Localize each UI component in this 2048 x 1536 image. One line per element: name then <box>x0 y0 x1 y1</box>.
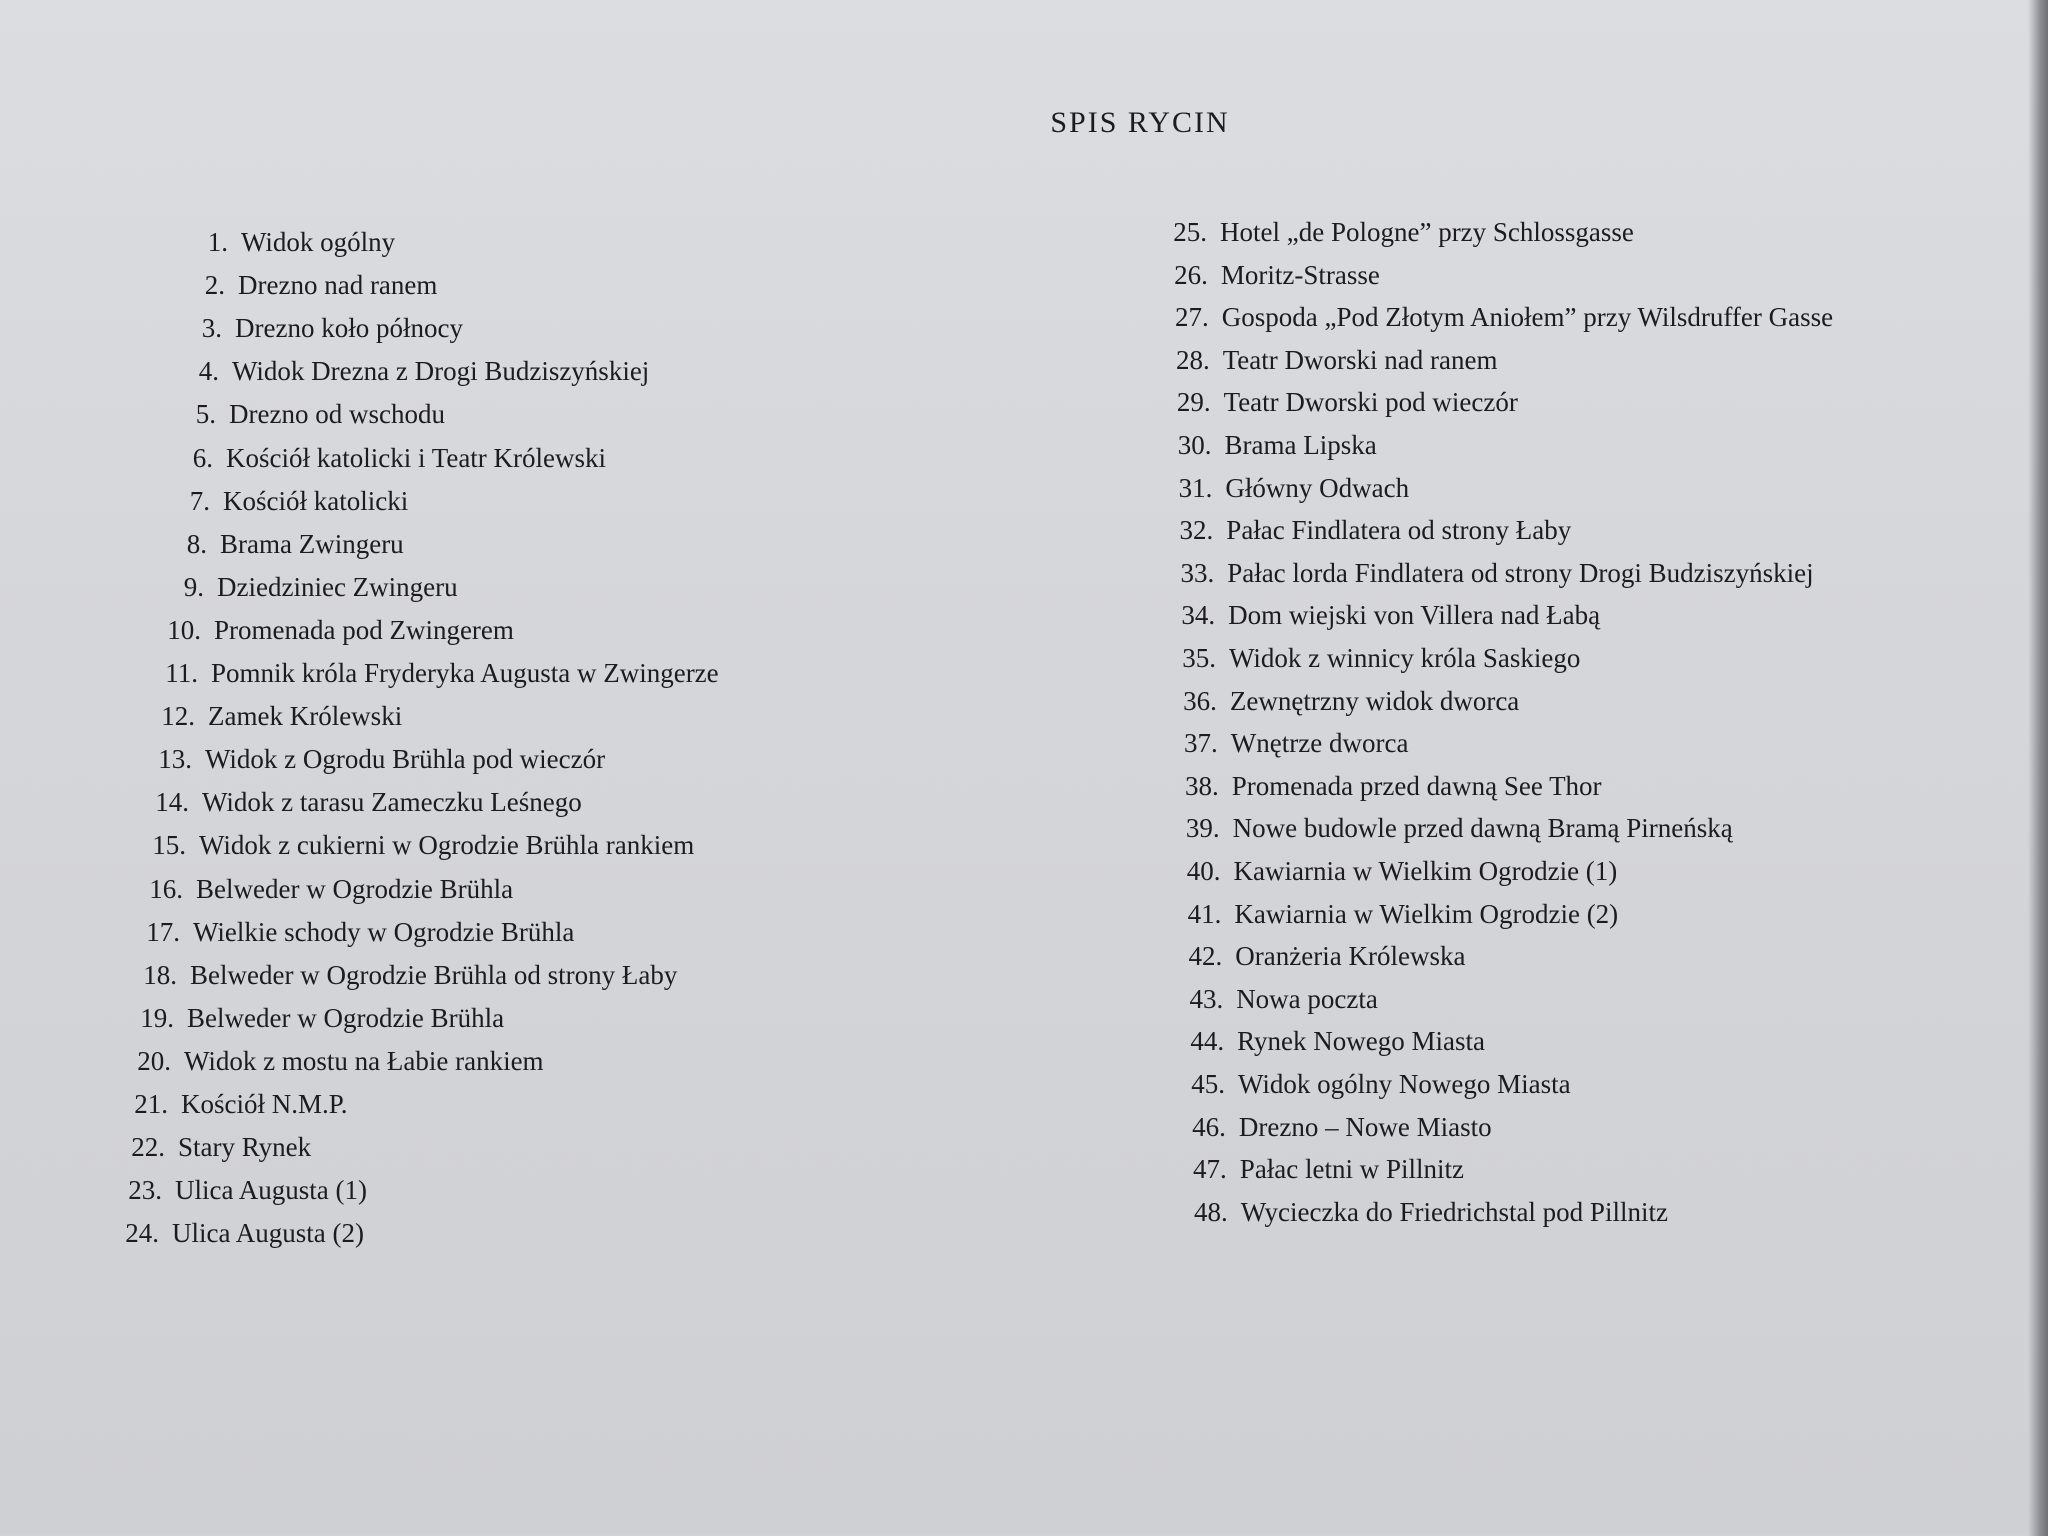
toc-entry-title: Nowe budowle przed dawną Bramą Pirneńską <box>1232 813 1733 844</box>
toc-entry <box>1165 855 1618 887</box>
toc-entry <box>163 355 649 387</box>
toc-entry-title: Ulica Augusta (1) <box>175 1175 367 1206</box>
toc-entry-number: 47. <box>1193 1154 1227 1185</box>
toc-entry <box>106 1174 367 1206</box>
toc-entry-number: 30. <box>1177 430 1212 460</box>
toc-entry-number: 1. <box>207 227 228 257</box>
toc-entry-number: 2. <box>204 270 225 301</box>
toc-entry-title: Widok z Ogrodu Brühla pod wieczór <box>205 744 606 775</box>
toc-entry-title: Widok ogólny <box>241 227 396 257</box>
toc-entry-number: 46. <box>1192 1111 1226 1142</box>
toc-entry-number: 14. <box>155 787 189 818</box>
toc-entry <box>142 657 719 689</box>
toc-entry <box>127 873 513 905</box>
toc-entry-title: Główny Odwach <box>1225 472 1410 503</box>
toc-entry <box>172 226 395 258</box>
toc-entry-number: 32. <box>1179 515 1214 546</box>
toc-entry-title: Ulica Augusta (2) <box>172 1218 364 1249</box>
toc-entry <box>1154 344 1498 376</box>
toc-entry-title: Kościół N.M.P. <box>181 1089 348 1119</box>
toc-entry-title: Wycieczka do Friedrichstal pod Pillnitz <box>1240 1196 1668 1227</box>
toc-entry-title: Widok z winnicy króla Saskiego <box>1229 643 1581 673</box>
toc-entry-number: 11. <box>165 658 198 688</box>
toc-entry <box>1172 1196 1668 1228</box>
toc-entry-number: 42. <box>1188 941 1223 972</box>
toc-entry-number: 7. <box>189 485 210 516</box>
toc-entry-title: Pałac letni w Pillnitz <box>1239 1154 1465 1185</box>
toc-entry-title: Drezno koło północy <box>235 313 463 344</box>
toc-entry-number: 4. <box>198 356 219 387</box>
toc-entry-title: Zewnętrzny widok dworca <box>1229 685 1520 716</box>
toc-entry-number: 15. <box>152 830 186 861</box>
toc-entry-title: Widok Drezna z Drogi Budziszyńskiej <box>232 356 650 387</box>
toc-entry <box>1153 301 1833 333</box>
toc-entry-title: Drezno od wschodu <box>229 399 445 430</box>
toc-entry-number: 36. <box>1183 685 1217 716</box>
toc-entry <box>121 959 677 991</box>
toc-entry-title: Widok z tarasu Zameczku Leśnego <box>202 787 582 818</box>
toc-entry <box>1159 599 1600 631</box>
toc-entry <box>1160 642 1580 674</box>
toc-entry-number: 5. <box>195 399 216 430</box>
toc-entry-title: Kawiarnia w Wielkim Ogrodzie (2) <box>1234 898 1619 929</box>
toc-entry-number: 21. <box>134 1089 168 1119</box>
toc-entry <box>1162 727 1409 759</box>
toc-entry-title: Teatr Dworski nad ranem <box>1222 344 1498 375</box>
toc-entry-number: 29. <box>1176 387 1211 418</box>
toc-entry-number: 40. <box>1186 856 1221 886</box>
toc-entry-number: 38. <box>1184 770 1219 801</box>
toc-entry-number: 44. <box>1190 1026 1225 1057</box>
toc-entry-title: Belweder w Ogrodzie Brühla od strony Łaby <box>190 959 678 990</box>
toc-entry-title: Drezno – Nowe Miasto <box>1238 1111 1492 1142</box>
toc-entry-number: 33. <box>1180 557 1215 588</box>
toc-entry <box>160 398 445 430</box>
toc-entry-number: 9. <box>183 571 204 602</box>
toc-entry-title: Brama Zwingeru <box>220 528 404 559</box>
toc-entry-number: 18. <box>143 959 177 990</box>
toc-entry-title: Oranżeria Królewska <box>1235 941 1466 972</box>
toc-entry-title: Belweder w Ogrodzie Brühla <box>187 1002 505 1033</box>
toc-entry-number: 27. <box>1175 302 1209 333</box>
toc-entry-title: Pałac Findlatera od strony Łaby <box>1226 515 1572 546</box>
toc-entry-number: 37. <box>1184 728 1218 759</box>
toc-entry-title: Stary Rynek <box>178 1132 312 1163</box>
toc-entry-number: 45. <box>1191 1069 1225 1099</box>
toc-entry-number: 43. <box>1189 983 1224 1014</box>
toc-entry <box>124 916 574 948</box>
toc-entry <box>1152 259 1380 291</box>
toc-entry <box>1161 685 1519 717</box>
toc-entry <box>1155 386 1518 418</box>
toc-entry-number: 48. <box>1193 1196 1228 1227</box>
toc-entry <box>1163 770 1602 802</box>
toc-entry <box>1169 1068 1571 1100</box>
toc-entry-number: 24. <box>125 1218 159 1249</box>
toc-entry <box>103 1217 364 1249</box>
toc-entry-title: Teatr Dworski pod wieczór <box>1223 387 1518 418</box>
toc-entry <box>1168 1025 1485 1057</box>
page-edge-shadow <box>2028 0 2048 1536</box>
toc-entry-number: 41. <box>1187 898 1222 929</box>
toc-entry-title: Promenada pod Zwingerem <box>214 614 514 645</box>
toc-entry-number: 8. <box>186 528 207 559</box>
toc-entry-number: 17. <box>146 916 180 947</box>
toc-entry <box>148 571 458 603</box>
toc-entry-title: Promenada przed dawną See Thor <box>1231 770 1602 801</box>
toc-entry-title: Kawiarnia w Wielkim Ogrodzie (1) <box>1233 856 1618 886</box>
toc-entry <box>1157 514 1571 546</box>
toc-entry <box>1164 812 1733 844</box>
toc-entry-title: Pałac lorda Findlatera od strony Drogi Budziszyńskiej <box>1227 557 1814 588</box>
toc-entry-title: Widok z mostu na Łabie rankiem <box>184 1045 544 1076</box>
toc-entry-title: Pomnik króla Fryderyka Augusta w Zwingerze <box>211 658 719 688</box>
toc-entry <box>139 700 402 732</box>
toc-entry-title: Dom wiejski von Villera nad Łabą <box>1228 600 1601 631</box>
toc-entry <box>136 743 605 775</box>
toc-entry-number: 12. <box>161 701 195 732</box>
toc-entry-title: Belweder w Ogrodzie Brühla <box>196 873 514 904</box>
toc-entry <box>151 528 404 560</box>
toc-entry-number: 6. <box>192 442 213 473</box>
toc-entry <box>133 786 582 818</box>
toc-entry-title: Wnętrze dworca <box>1230 728 1409 759</box>
toc-entry-number: 25. <box>1173 217 1207 247</box>
toc-entry <box>1171 1153 1464 1185</box>
toc-entry-title: Brama Lipska <box>1224 430 1377 460</box>
toc-entry <box>166 312 463 344</box>
toc-entry-title: Widok ogólny Nowego Miasta <box>1238 1069 1571 1099</box>
toc-entry-number: 23. <box>128 1175 162 1206</box>
toc-entry-title: Nowa poczta <box>1236 983 1378 1014</box>
toc-entry-number: 13. <box>158 744 192 775</box>
toc-entry-number: 19. <box>140 1002 174 1033</box>
toc-entry <box>1151 216 1634 248</box>
toc-entry-number: 28. <box>1175 344 1210 375</box>
toc-entry-number: 10. <box>167 614 201 645</box>
toc-entry <box>1165 898 1618 930</box>
toc-entry-number: 35. <box>1182 643 1216 673</box>
toc-entry <box>157 442 606 474</box>
toc-entry <box>112 1088 348 1120</box>
toc-entry-number: 26. <box>1174 259 1208 290</box>
toc-entry <box>1166 940 1465 972</box>
toc-entry <box>154 485 408 517</box>
toc-entry-title: Zamek Królewski <box>208 701 403 732</box>
toc-entry-number: 31. <box>1178 472 1213 503</box>
toc-entry <box>1167 983 1378 1015</box>
toc-entry-title: Drezno nad ranem <box>238 270 438 301</box>
toc-entry-number: 20. <box>137 1045 171 1076</box>
toc-entry-number: 39. <box>1185 813 1220 844</box>
toc-entry-number: 34. <box>1181 600 1216 631</box>
toc-entry-number: 22. <box>131 1132 165 1163</box>
toc-entry <box>118 1002 504 1034</box>
toc-entry <box>130 829 694 861</box>
toc-entry-number: 3. <box>201 313 222 344</box>
toc-entry <box>1156 472 1409 504</box>
page-title: SPIS RYCIN <box>1050 106 1230 139</box>
toc-entry-number: 16. <box>149 873 183 904</box>
toc-entry <box>1156 429 1377 461</box>
toc-entry <box>1170 1111 1492 1143</box>
toc-entry <box>115 1045 544 1077</box>
toc-entry-title: Gospoda „Pod Złotym Aniołem” przy Wilsdruffer Gasse <box>1221 302 1834 333</box>
toc-entry-title: Moritz-Strasse <box>1220 259 1380 290</box>
toc-entry <box>1158 557 1813 589</box>
toc-entry-title: Kościół katolicki <box>223 485 409 516</box>
toc-entry-title: Widok z cukierni w Ogrodzie Brühla rankiem <box>199 830 695 861</box>
toc-entry-title: Hotel „de Pologne” przy Schlossgasse <box>1220 217 1634 247</box>
toc-entry <box>169 269 437 301</box>
toc-entry <box>145 614 514 646</box>
toc-entry-title: Wielkie schody w Ogrodzie Brühla <box>193 916 575 947</box>
toc-entry <box>109 1131 311 1163</box>
toc-entry-title: Rynek Nowego Miasta <box>1237 1026 1485 1057</box>
toc-entry-title: Dziedziniec Zwingeru <box>217 571 458 602</box>
toc-entry-title: Kościół katolicki i Teatr Królewski <box>226 442 607 473</box>
